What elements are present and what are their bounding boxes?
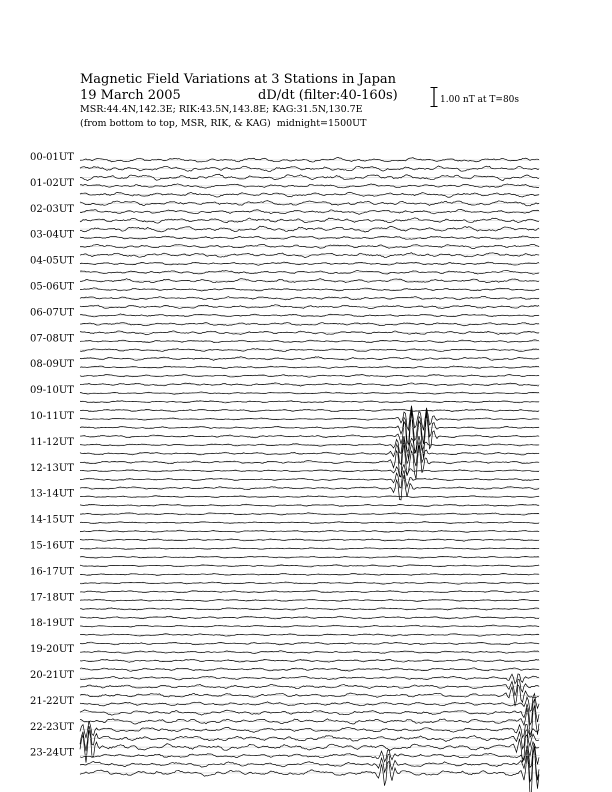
hour-label: 03-04UT <box>30 229 74 241</box>
order-note: (from bottom to top, MSR, RIK, & KAG) <box>80 118 271 129</box>
trace-kag <box>80 625 539 627</box>
trace-kag <box>80 694 539 712</box>
trace-msr <box>80 410 539 459</box>
hour-label: 16-17UT <box>30 566 74 578</box>
chart-filter: dD/dt (filter:40-160s) <box>258 88 398 103</box>
scale-label: 1.00 nT at T=80s <box>440 95 520 105</box>
hour-label: 10-11UT <box>30 411 74 422</box>
trace-rik <box>80 582 539 584</box>
hour-label: 06-07UT <box>30 307 74 319</box>
hour-label: 01-02UT <box>30 177 74 189</box>
trace-kag <box>80 522 539 524</box>
hour-label: 07-08UT <box>30 333 74 345</box>
trace-msr <box>80 729 539 762</box>
trace-rik <box>80 504 539 506</box>
station-coordinates: MSR:44.4N,142.3E; RIK:43.5N,143.8E; KAG:31.5N,130.7E <box>80 104 363 115</box>
hour-label: 20-21UT <box>30 670 74 681</box>
hour-label: 14-15UT <box>30 514 74 526</box>
trace-kag <box>80 674 539 684</box>
hour-label: 21-22UT <box>30 695 74 707</box>
midnight-note: midnight=1500UT <box>276 118 367 129</box>
trace-kag <box>80 721 539 738</box>
hour-label: 12-13UT <box>30 462 74 474</box>
hour-label: 15-16UT <box>30 540 74 552</box>
hour-label: 17-18UT <box>30 592 74 604</box>
trace-msr <box>80 443 539 479</box>
trace-kag <box>80 157 539 162</box>
trace-rik <box>80 408 539 445</box>
chart-date: 19 March 2005 <box>80 88 181 103</box>
hour-label: 04-05UT <box>30 255 74 267</box>
trace-rik <box>80 470 539 488</box>
hour-label: 08-09UT <box>30 359 74 371</box>
hour-label: 19-20UT <box>30 644 74 656</box>
hour-label: 02-03UT <box>30 203 74 215</box>
trace-rik <box>80 270 539 274</box>
trace-kag <box>80 465 539 478</box>
trace-rik <box>80 679 539 695</box>
hour-label: 13-14UT <box>30 488 74 500</box>
hour-label: 05-06UT <box>30 281 74 293</box>
hour-label: 23-24UT <box>30 747 74 759</box>
hour-label: 00-01UT <box>30 152 74 163</box>
hour-label: 09-10UT <box>30 385 74 397</box>
hour-label: 11-12UT <box>30 436 74 448</box>
trace-msr <box>80 746 539 792</box>
hour-label: 18-19UT <box>30 618 74 630</box>
chart-title: Magnetic Field Variations at 3 Stations in Japan <box>80 72 397 87</box>
hour-label: 22-23UT <box>30 721 74 733</box>
